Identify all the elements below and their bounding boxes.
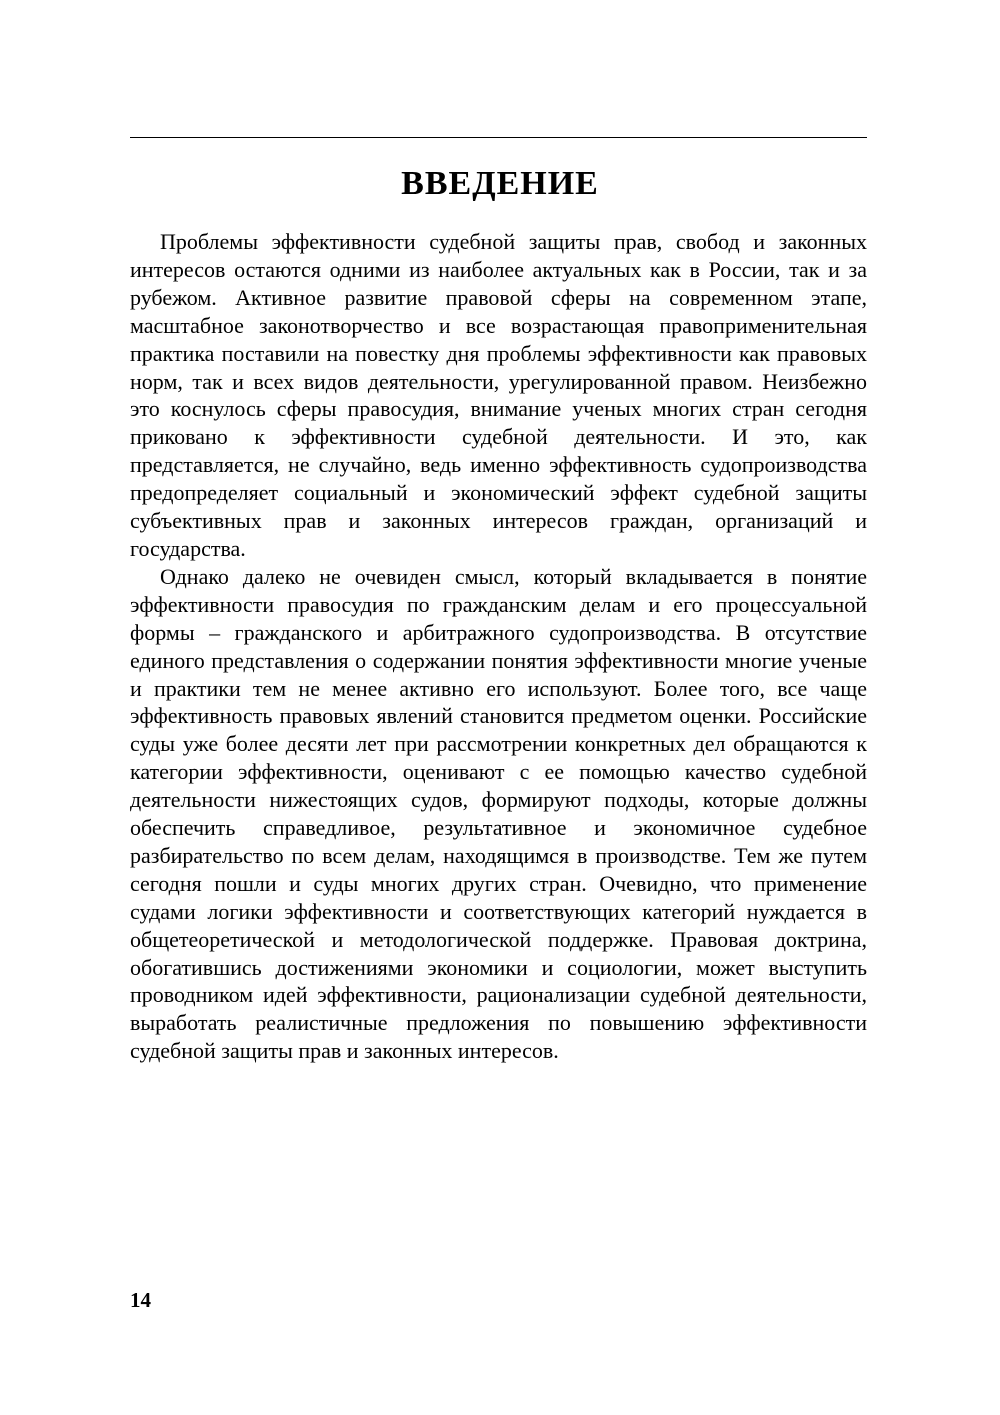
paragraph-1: Проблемы эффективности судебной защиты прав, свобод и законных интересов остаются одними из наиболее актуальных как в России, так и за рубежом. Активное развитие правовой сферы на современном этапе, масштабное законотворчество и все возрастающая правоприменительная практика поставили на повестку дня проблемы эффективности как правовых норм, так и всех видов деятельности, урегулированной правом. Неизбежно это коснулось сферы правосудия, внимание ученых многих стран сегодня приковано к эффективности судебной деятельности. И это, как представляется, не случайно, ведь именно эффективность судопроизводства предопределяет социальный и экономический эффект судебной защиты субъективных прав и законных интересов граждан, организаций и государства. <box>130 229 867 561</box>
chapter-title: ВВЕДЕНИЕ <box>401 165 599 202</box>
page-number: 14 <box>130 1288 151 1312</box>
body-text <box>130 228 867 1065</box>
paragraph-2: Однако далеко не очевиден смысл, который вкладывается в понятие эффективности правосудия по гражданским делам и его процессуальной формы – гражданского и арбитражного судопроизводства. В отсутствие единого представления о содержании понятия эффективности многие ученые и практики тем не менее активно его используют. Более того, все чаще эффективность правовых явлений становится предметом оценки. Российские суды уже более десяти лет при рассмотрении конкретных дел обращаются к категории эффективности, оценивают с ее помощью качество судебной деятельности нижестоящих судов, формируют подходы, которые должны обеспечить справедливое, результативное и экономичное судебное разбирательство по всем делам, находящимся в производстве. Тем же путем сегодня пошли и суды многих других стран. Очевидно, что применение судами логики эффективности и соответствующих категорий нуждается в общетеоретической и методологической поддержке. Правовая доктрина, обогатившись достижениями экономики и социологии, может выступить проводником идей эффективности, рационализации судебной деятельности, выработать реалистичные предложения по повышению эффективности судебной защиты прав и законных интересов. <box>130 563 867 1064</box>
header-rule <box>130 137 867 138</box>
